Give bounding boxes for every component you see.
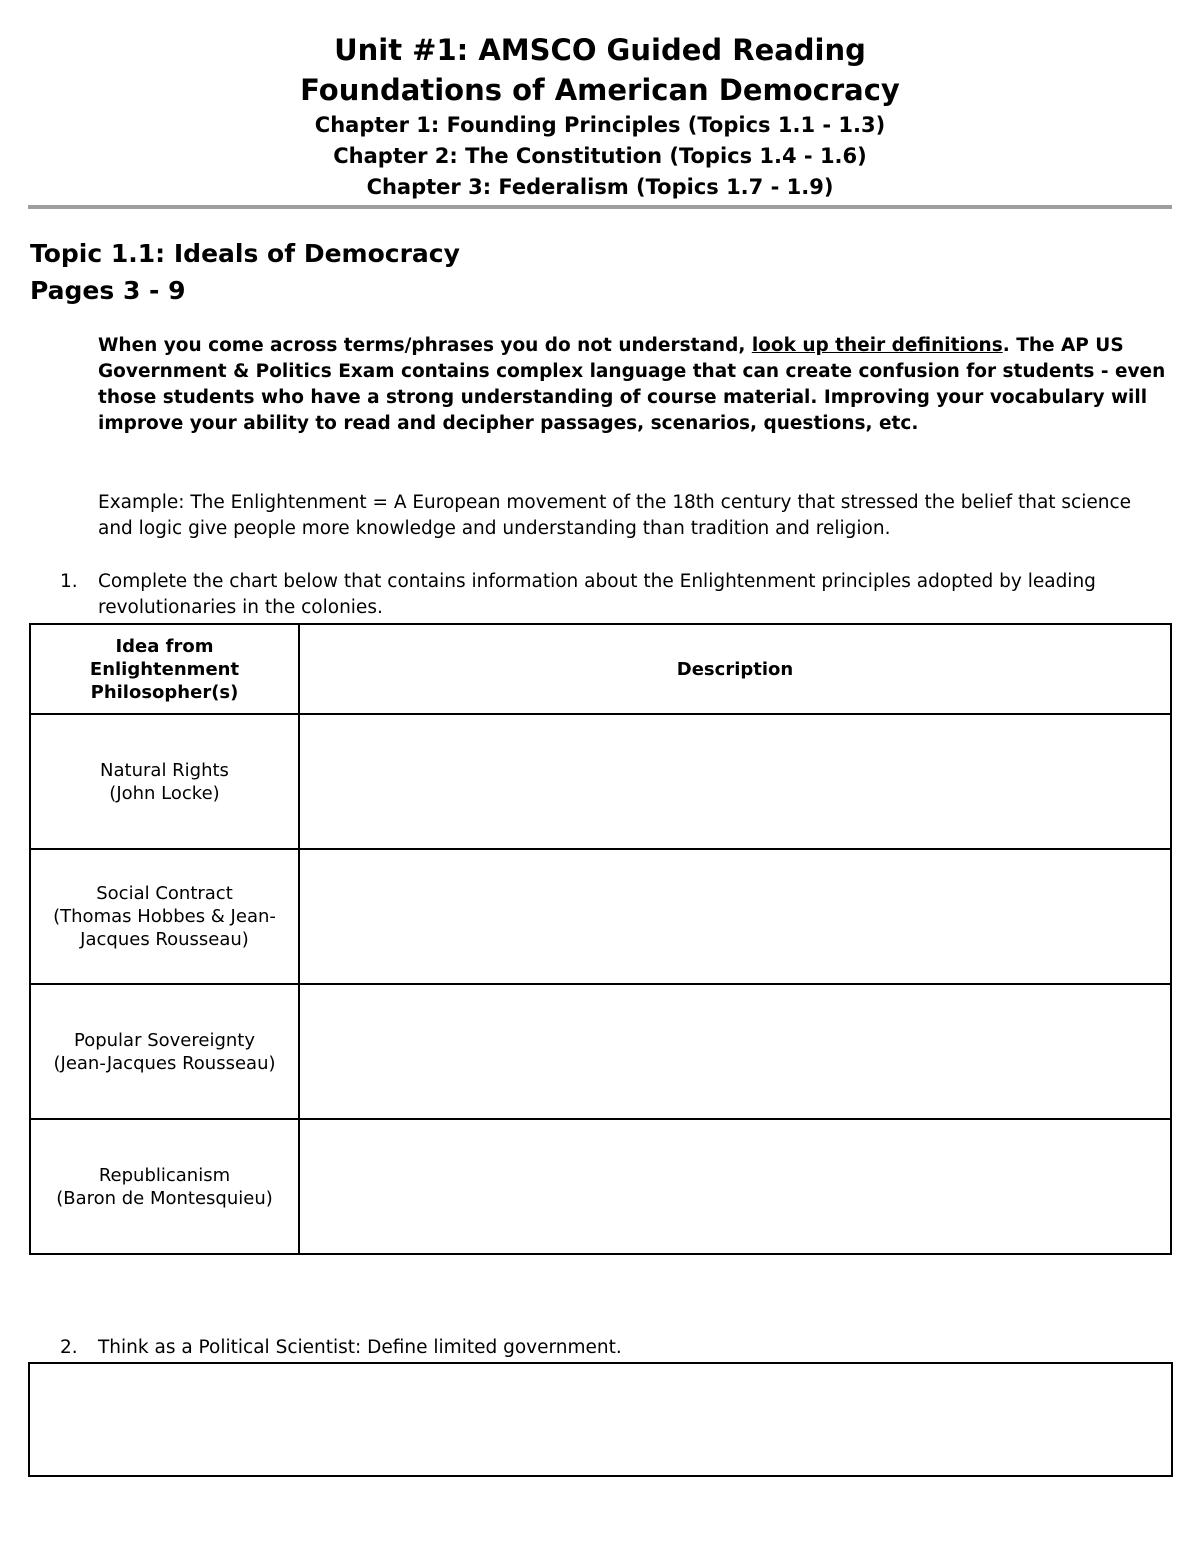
idea-cell bbox=[30, 849, 299, 984]
description-answer-cell[interactable] bbox=[299, 849, 1171, 984]
idea-cell bbox=[30, 1119, 299, 1254]
idea-cell bbox=[30, 714, 299, 849]
table-row bbox=[30, 714, 1171, 849]
table-row bbox=[30, 1119, 1171, 1254]
topic-title: Topic 1.1: Ideals of Democracy bbox=[30, 239, 460, 268]
document-header bbox=[0, 30, 1200, 203]
definitions-emphasis: look up their definitions bbox=[751, 335, 1003, 356]
question-1-text: Complete the chart below that contains information about the Enlightenment principles adopted by leading revolutionaries in the colonies. bbox=[98, 571, 1096, 618]
description-answer-cell[interactable] bbox=[299, 984, 1171, 1119]
header-divider bbox=[28, 205, 1172, 209]
idea-philosopher: (John Locke) bbox=[109, 782, 220, 804]
header-description: Description bbox=[299, 624, 1171, 714]
idea-philosopher: (Jean-Jacques Rousseau) bbox=[53, 1052, 276, 1074]
description-answer-cell[interactable] bbox=[299, 1119, 1171, 1254]
unit-title: Unit #1: AMSCO Guided Reading bbox=[334, 33, 866, 67]
idea-name: Republicanism bbox=[98, 1164, 231, 1186]
chapter-3-heading: Chapter 3: Federalism (Topics 1.7 - 1.9) bbox=[366, 175, 834, 199]
question-2-number: 2. bbox=[60, 1337, 78, 1358]
chapter-1-heading: Chapter 1: Founding Principles (Topics 1.1 - 1.3) bbox=[314, 113, 886, 137]
topic-heading bbox=[30, 235, 460, 309]
enlightenment-chart bbox=[29, 623, 1172, 1255]
intro-text-end: . The AP US Government & Politics Exam contains complex language that can create confusion for students - even those students who have a strong understanding of course material. Improving your vocabulary will improve your ability to read and decipher passages, scenarios, questions, etc. bbox=[98, 335, 1166, 434]
table-row bbox=[30, 984, 1171, 1119]
topic-pages: Pages 3 - 9 bbox=[30, 276, 186, 305]
question-2 bbox=[60, 1335, 1170, 1361]
question-2-text: Think as a Political Scientist: Define limited government. bbox=[98, 1337, 622, 1358]
idea-cell bbox=[30, 984, 299, 1119]
idea-philosopher: (Thomas Hobbes & Jean-Jacques Rousseau) bbox=[53, 906, 276, 950]
header-idea: Idea from Enlightenment Philosopher(s) bbox=[30, 624, 299, 714]
idea-name: Popular Sovereignty bbox=[73, 1029, 255, 1051]
intro-text-start: When you come across terms/phrases you do not understand, bbox=[98, 335, 752, 356]
limited-government-answer-box[interactable] bbox=[28, 1362, 1173, 1477]
idea-name: Natural Rights bbox=[100, 759, 229, 781]
intro-paragraph bbox=[98, 333, 1170, 437]
chapter-2-heading: Chapter 2: The Constitution (Topics 1.4 - 1.6) bbox=[333, 144, 867, 168]
description-answer-cell[interactable] bbox=[299, 714, 1171, 849]
table-row bbox=[30, 849, 1171, 984]
idea-philosopher: (Baron de Montesquieu) bbox=[56, 1187, 273, 1209]
question-1 bbox=[60, 569, 1170, 621]
idea-name: Social Contract bbox=[96, 883, 233, 904]
chart-header-row bbox=[30, 624, 1171, 714]
unit-subtitle: Foundations of American Democracy bbox=[300, 73, 900, 107]
example-paragraph: Example: The Enlightenment = A European movement of the 18th century that stressed the belief that science and logic give people more knowledge and understanding than tradition and religion. bbox=[98, 492, 1132, 539]
question-1-number: 1. bbox=[60, 571, 78, 592]
